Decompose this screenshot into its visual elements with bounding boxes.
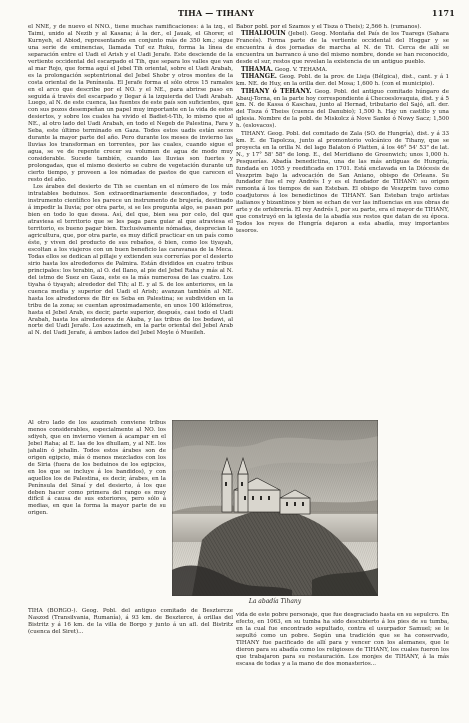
entry-headword: TIHANGE.: [241, 73, 277, 81]
right-upper-text: [236, 24, 449, 420]
engraving-image: [172, 420, 378, 596]
entry-headword: TIHANY ó TEHANY.: [241, 87, 312, 95]
right-paragraph: Babor pobl. por el Szamos y el Tisza ó Theis); 2,566 h. (rumanos).: [236, 24, 422, 30]
left-paragraph: Al otro lado de los azazimeh conviene tribus menos considerables, especialmente al NO. los sdiyeh, que en invierno vienen á acampar en el Jebel Raha; al E. las de los dhullam, y al NE. los jahalin ó jehalin. Todos estos árabes son de origen egipcio, más ó menos mezclados con los de Siria (fuera de los beduinos de los egipcios, en los que se incluye á los bandidos), y con aquellos los de Palestina, es decir, árabes, en la Península del Sinaí y del desierto, á los que deben hacer como primera del rango es muy difícil á causa de sus exteriores, pero sólo á medias, en que la forma la mayor parte de su origen.: [28, 420, 166, 517]
left-paragraph: Los árabes del desierto de Tih se cuentan en el número de los más intratables beduinos. Son extraordinariamente desconfiados, y todo instrumento científico les parece un instrumento de brujería, destinado á impedir la lluvia; por otra parte, si se les pregunta algo, se pasan por bien en todo lo que desea. Así, del que, bien sea por celo, del que atraviesa el territorio que se les paga para guiar al que atraviesa el territorio, es bueno pagar bien. Exclusivamente nómadas, desprecian la agricultura, que, por otra parte, es muy difícil practicar en un país como éste, y viven del producto de sus rebaños, ó bien, como los tiyayah, escoltan a los viajeros con un buen beneficio las caravanas de la Meca. Todas ellos se dedican al pillaje y extienden sus correrías por el desierto sirio hasta los alrededores de Palmira. Están divididos en cuatro tribus principales: los terabin, al O. del Ilano, al pie del Jebel Raha y más al N. del istmo de Suez en Gaza, este es la más numerosa de las cuatro. Los tiyaha ó tiyayah; alrededor del Tih; al E. y al S. de los anteriores, en la cuenca media y superior del Uadi el Arish; avanzan también al NE. hasta los alrededores de Bir es Seba en Palestina; se subdividen en la tribu de la zona; se cuentan aproximadamente, en unos 100 kilómetros, hasta el Jebel Arab, es decir, parte superior, después, casi todo el Uadi Arabah, hasta los alrededores de Akaba, y las tribus de los bedawi, al norte del Uadi Jerafe. Los azazimeh, en la parte oriental del Jebel Arab al N. del Uadi Jerafe, á ambos lados del Jebel Moyle ó Mueileh.: [28, 184, 233, 337]
left-paragraph: TIHA (BORGO-). Geog. Pobl. del antiguo comitado de Besztercze Naszod (Transilvania, Rumanía), á 93 km. de Beszterce, á orillas del Bistritz y á 16 km. de la villa de Borgo y junto á un afl. del Bistritz (cuenca del Siret)...: [28, 608, 233, 635]
entry-tihany-tehany: TIHANY ó TEHANY. Geog. Pobl. del antiguo comitado húngaro de Abauj-Torna, en la parte hoy correspondiente á Checoeslovaquia, dist. y á 5 km. N. de Kassa ó Kaschau, junto al Hernad, tributario del Sajó, afl. der. del Tisza ó Theiss (cuenca del Danubio); 1,500 h. Hay un castillo y una iglesia. Nombre de la pobl. de Miskolcz á Nove Sanke ó Nowy Sacz; 1,500 h. (eslovacos).: [236, 87, 449, 130]
left-column-continued: [28, 420, 166, 608]
running-head: TIHA — TIHANY: [178, 8, 255, 18]
page-number: 1171: [431, 8, 455, 18]
entry-headword: TIHAMA.: [241, 65, 273, 73]
entry-tihange: TIHANGE. Geog. Pobl. de la prov. de Lieja (Bélgica), dist., cant. y á 1 km. NE. de Huy, en la orilla der. del Mosa; 1,600 h. (con el municipio).: [236, 73, 449, 88]
left-paragraph: el NNE, y de nuevo el NNO., tiene muchas ramificaciones: á la izq., el Taimi, unido al Nezib y al Kasana; á la der., el Jauak, el Ghorer, el Kurnyeh, el Abiod, representando en conjunto más de 350 km.; sigue una serie de eminencias, llamada Tuf ez Ruku, forma la línea de separación entre el Uadi el Arish y el Uadi Jerafe. Este desciende de la vertiente occidental del escarpado el Tih, que separa los valles que van al mar Rojo, que forma aquí el Jebel Tih oriental, sobre el Uadi Arabah, es la prolongación septentrional del Jebel Shobr y otros montes de la costa oriental de la Península. El Jerafe forma el sólo otros 15 ramales en el arco que describe por el NO. y el NE., para abrirse paso en seguida á través del escarpado y llegar á la izquierda del Uadi Arabah. Luego, al N. de este cuenca, las fuentes de este país son suficientes, que con sus pozos desempeñan un papel muy importante en la vida de estos desiertos, y sobre los cuales ha vivido el Badiet-t-Tih, lo mismo que al NE., al otro lado del Uadi Arabah, en todo el Negeb de Palestina, Fara y Seba, este último terminado en Gaza. Todos estos uadis están secos durante la mayor parte del año. Pero durante los meses de invierno las lluvias los transforman en torrentes, por las cuales, cuando sigue el agua, se ve de repente crecer su volumen de agua de modo muy considerable. Sucede también, cuando las lluvias son fuertes y prolongadas, que el mismo desierto se cubre de vegetación durante un cierto tiempo, y proveen a los nómadas de pastos de que carecen el resto del año.: [28, 24, 233, 183]
entry-tihaliouin: TIHALIOUIN (Jebel). Geog. Montaña del País de los Tuaregs (Sahara Francés). Forma parte de la vertiente occidental del Hoggar y se encuentra á dos jornadas de marcha al N. de Tit. Cerca de allí se encuentra un barranco á uno del mismo nombre, donde se han reconocido, desde el sur, restos que revelan la existencia de un antiguo pueblo.: [236, 30, 449, 66]
entry-tihany: TIHANY. Geog. Pobl. del comitado de Zala (SO. de Hungría), dist. y á 33 km. E. de Tapolcza, junto al promontorio volcánico de Tihany, que se proyecta en la orilla N. del lago Balaton ó Platten, á los 46° 54' 53" de lat. N., y 17° 58' 58" de long. E., del Meridiano de Greenwich; unos 1,000 h. Pesquerías. Abadía benedictina, una de las más antiguas de Hungría, fundada en 1055 y reedificada en 1701. Está enclavada en la Diócesis de Veszprim bajo la advocación de San Aniano, obispo de Orleans. Su fundador fue el rey Andrés I y es el fundador de TIHANY: su origen remonta á los tiempos de san Esteban. El obispo de Veszprim tuvo como coadjutores á los benedictinos de TIHANY. San Esteban trajo artistas italianos y bizantinos y bien se echan de ver las influencias en sus obras de arte y de orfebrería. El rey Andrés I, por su parte, era el mayor de TIHANY, que construyó en la iglesia de la abadía sus restos que datan de su época. Todos los reyes de Hungría dejaron a esta abadía, muy importantes tesoros.: [236, 130, 449, 235]
right-paragraph: vida de este pobre personaje, que fue desgraciado hasta en su sepulcro. En efecto, en 1063, en su tumba ha sido descubierto á los pies de su tumba, en la cual fue encontrado sepultado, contra el usurpador Samuel; se le sepultó como un pobre. Según una tradición que se ha conservado, TIHANY fue pacificado de allí para y vencer con los alemanes, que le dieron para su abadía como los religiosos de TIHANY, los cuales fueron los que trabajaron para su restauración. Los monjes de TIHANY, á la más escasa de todas y a la mano de dos monasterios...: [236, 612, 449, 667]
right-column-bottom: [236, 612, 449, 717]
abbey-illustration: [172, 420, 378, 605]
left-column-bottom: [28, 608, 233, 717]
entry-headword: TIHALIOUIN: [241, 30, 286, 38]
page-header: [28, 8, 455, 20]
left-upper-text: [28, 24, 233, 416]
figure-caption: La abadía Tihany: [248, 598, 302, 605]
entry-tihama: TIHAMA. Geog. V. TEHAMA.: [241, 65, 328, 73]
